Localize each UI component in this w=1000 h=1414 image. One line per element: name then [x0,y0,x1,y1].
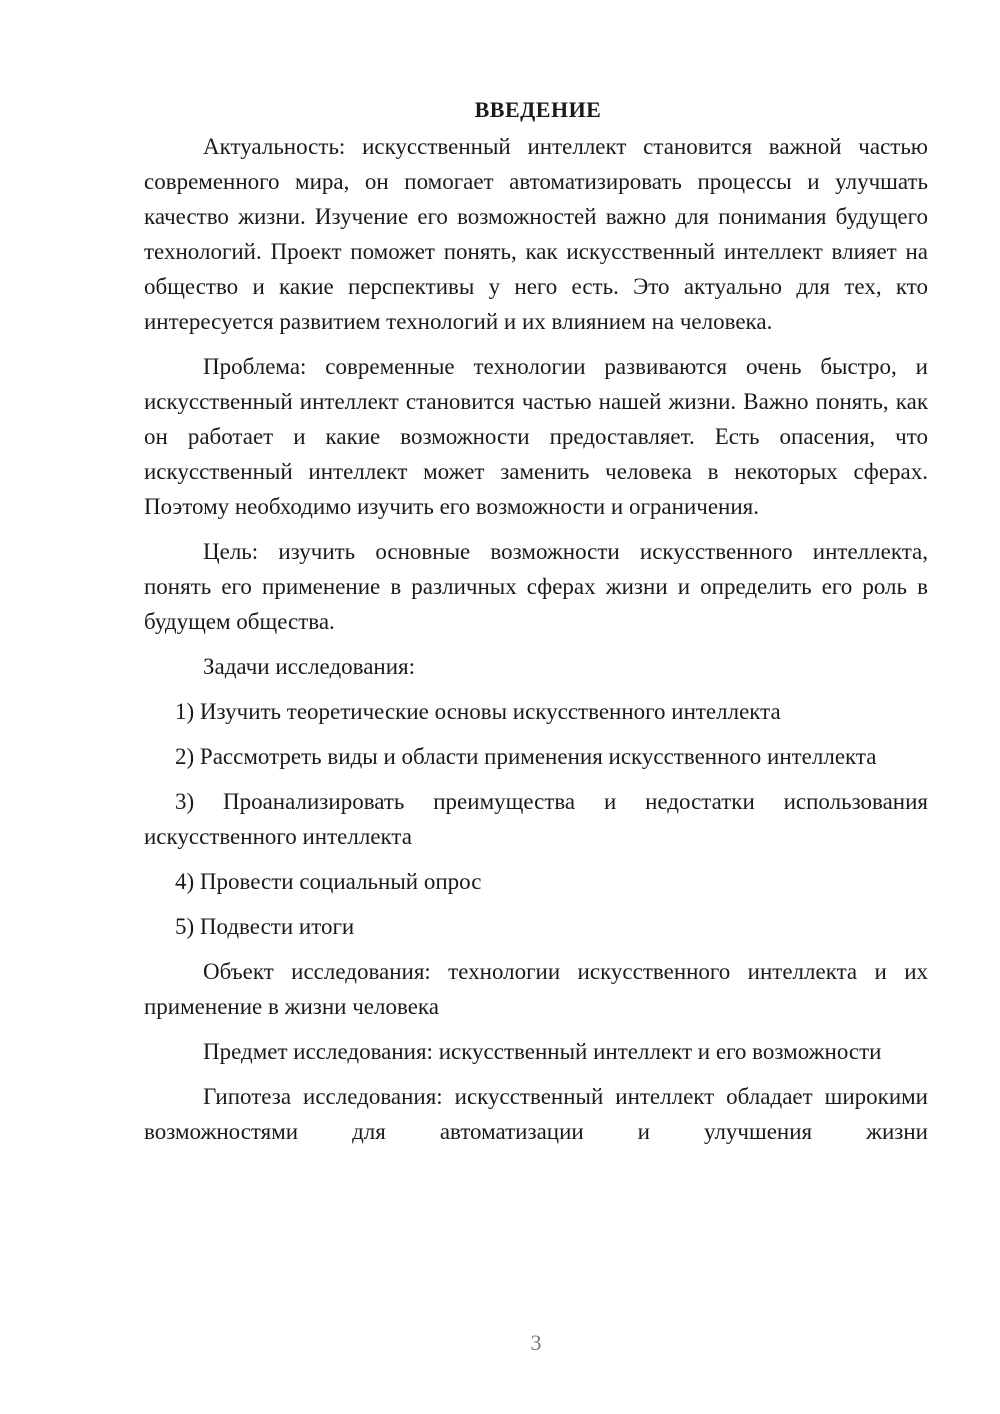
task-item-5: 5) Подвести итоги [175,914,355,939]
goal-paragraph: Цель: изучить основные возможности искусственного интеллекта, понять его применение в различных сферах жизни и определить его роль в будущем общества. [144,539,928,634]
problem-paragraph: Проблема: современные технологии развиваются очень быстро, и искусственный интеллект становится частью нашей жизни. Важно понять, как он работает и какие возможности предоставляет. Есть опасения, что искусственный интеллект может заменить человека в некоторых сферах. Поэтому необходимо изучить его возможности и ограничения. [144,354,928,519]
object-paragraph: Объект исследования: технологии искусственного интеллекта и их применение в жизни человека [144,959,928,1019]
task-item-3: 3) Проанализировать преимущества и недостатки использования искусственного интеллекта [144,789,928,849]
task-item-1: 1) Изучить теоретические основы искусственного интеллекта [175,699,781,724]
hypothesis-paragraph: Гипотеза исследования: искусственный интеллект обладает широкими возможностями для автоматизации и улучшения жизни [144,1084,928,1144]
relevance-paragraph: Актуальность: искусственный интеллект становится важной частью современного мира, он помогает автоматизировать процессы и улучшать качество жизни. Изучение его возможностей важно для понимания будущего технологий. Проект поможет понять, как искусственный интеллект влияет на общество и какие перспективы у него есть. Это актуально для тех, кто интересуется развитием технологий и их влиянием на человека. [144,134,928,334]
task-item-4: 4) Провести социальный опрос [175,869,482,894]
subject-paragraph: Предмет исследования: искусственный интеллект и его возможности [203,1039,882,1064]
page-number: 3 [530,1330,542,1355]
section-heading: ВВЕДЕНИЕ [474,97,602,122]
page-body [144,92,928,1149]
task-item-2: 2) Рассмотреть виды и области применения искусственного интеллекта [175,744,877,769]
tasks-heading: Задачи исследования: [203,654,416,679]
